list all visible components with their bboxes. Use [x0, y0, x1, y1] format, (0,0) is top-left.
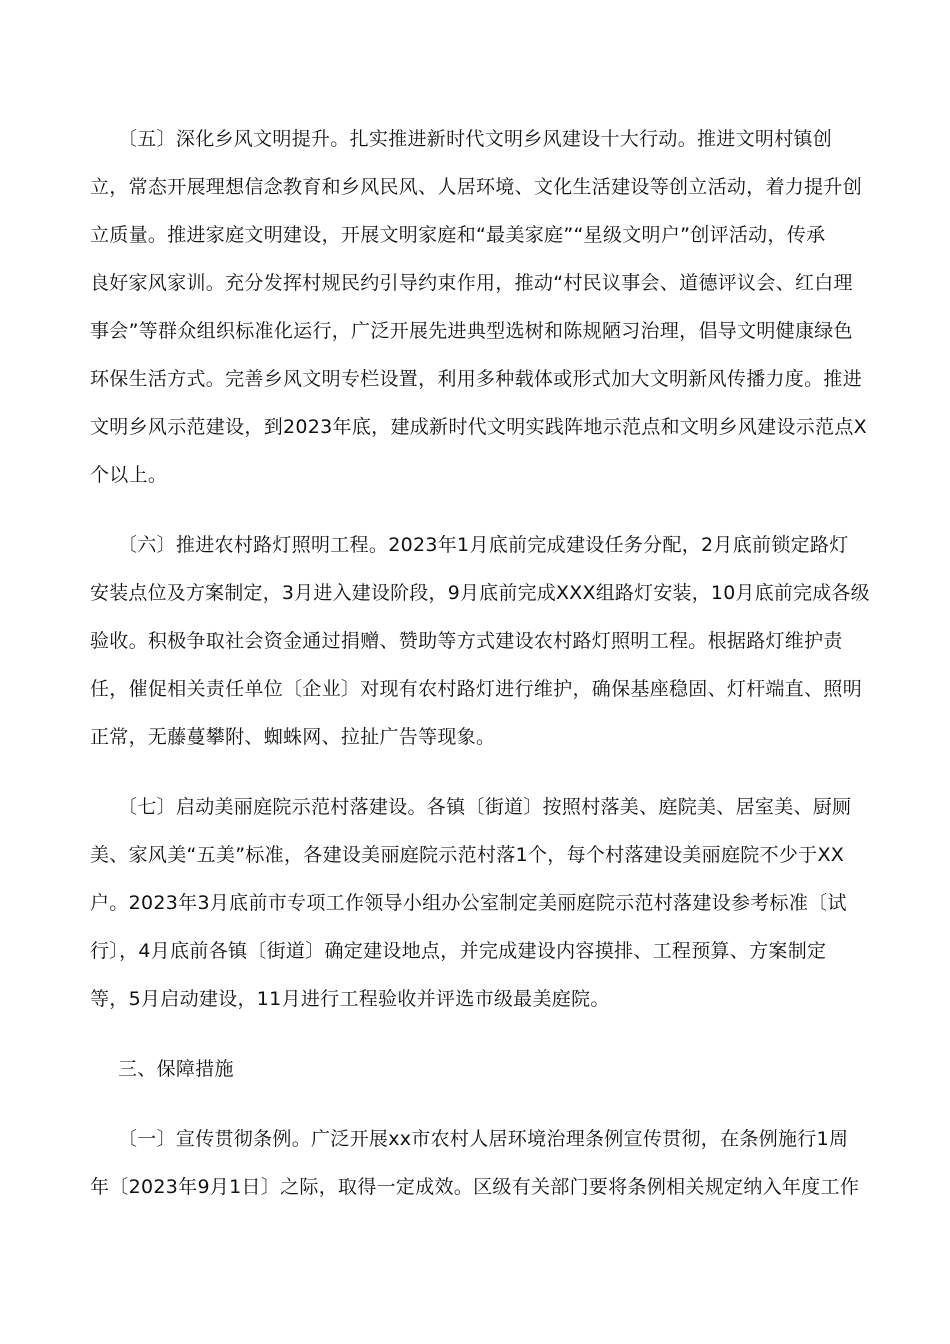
text-line: 文明乡风示范建设，到2023年底，建成新时代文明实践阵地示范点和文明乡风建设示范点X: [90, 416, 867, 438]
text-line: 〔五〕深化乡风文明提升。扎实推进新时代文明乡风建设十大行动。推进文明村镇创: [118, 128, 833, 150]
text-line: 安装点位及方案制定，3月进入建设阶段，9月底前完成XXX组路灯安装，10月底前完成各级: [90, 582, 870, 604]
text-line: 〔六〕推进农村路灯照明工程。2023年1月底前完成建设任务分配，2月底前锁定路灯: [118, 534, 849, 556]
text-line: 立质量。推进家庭文明建设，开展文明家庭和“最美家庭”“星级文明户”创评活动，传承: [90, 224, 826, 246]
text-line: 行〕，4月底前各镇〔街道〕确定建设地点，并完成建设内容摸排、工程预算、方案制定: [90, 940, 827, 962]
text-line: 美、家风美“五美”标准，各建设美丽庭院示范村落1个，每个村落建设美丽庭院不少于XX: [90, 844, 845, 866]
text-line: 〔一〕宣传贯彻条例。广泛开展xx市农村人居环境治理条例宣传贯彻，在条例施行1周: [118, 1128, 849, 1150]
text-line: 等，5月启动建设，11月进行工程验收并评选市级最美庭院。: [90, 988, 610, 1010]
text-line: 正常，无藤蔓攀附、蜘蛛网、拉扯广告等现象。: [90, 726, 496, 748]
section-heading: 三、保障措施: [118, 1058, 234, 1080]
text-line: 环保生活方式。完善乡风文明专栏设置，利用多种载体或形式加大文明新风传播力度。推进: [90, 368, 863, 390]
text-line: 良好家风家训。充分发挥村规民约引导约束作用，推动“村民议事会、道德评议会、红白理: [90, 272, 853, 294]
text-line: 任，催促相关责任单位〔企业〕对现有农村路灯进行维护，确保基座稳固、灯杆端直、照明: [90, 678, 863, 700]
text-line: 户。2023年3月底前市专项工作领导小组办公室制定美丽庭院示范村落建设参考标准〔试: [90, 892, 847, 914]
text-line: 验收。积极争取社会资金通过捐赠、赞助等方式建设农村路灯照明工程。根据路灯维护责: [90, 630, 843, 652]
text-line: 立，常态开展理想信念教育和乡风民风、人居环境、文化生活建设等创立活动，着力提升创: [90, 176, 863, 198]
text-line: 事会”等群众组织标准化运行，广泛开展先进典型选树和陈规陋习治理，倡导文明健康绿色: [90, 320, 853, 342]
text-line: 年〔2023年9月1日〕之际，取得一定成效。区级有关部门要将条例相关规定纳入年度工作: [90, 1176, 860, 1198]
text-line: 个以上。: [90, 464, 168, 486]
text-line: 〔七〕启动美丽庭院示范村落建设。各镇〔街道〕按照村落美、庭院美、居室美、厨厕: [118, 796, 852, 818]
